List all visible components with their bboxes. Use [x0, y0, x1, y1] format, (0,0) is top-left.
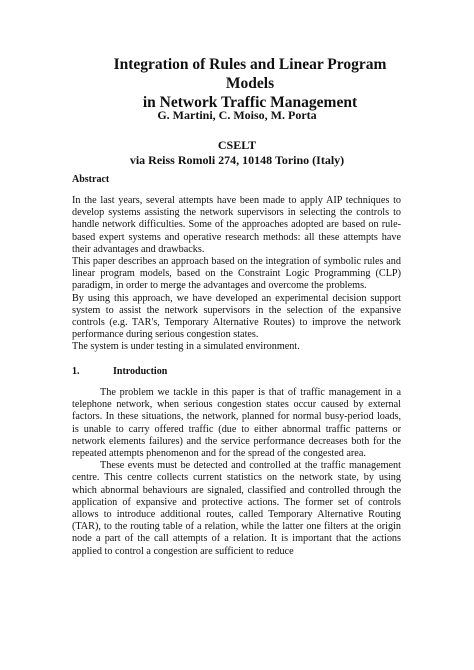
body-paragraph: The problem we tackle in this paper is that of traffic management in a telephone network, when serious congestion states occur caused by external factors. In these situations, the network, planned for normal busy-period loads, is unable to carry offered traffic (due to either abnormal traffic patterns or network elements failures) and the service performance decreases both for the repeated attempts phenomenon and for the spread of the congested area. — [72, 387, 401, 460]
paper-title — [90, 55, 410, 112]
affiliation-name: CSELT — [217, 138, 257, 152]
section-title: Introduction — [113, 366, 168, 377]
section-heading — [72, 366, 167, 377]
title-line-2: in Network Traffic Management — [142, 94, 358, 111]
abstract-heading: Abstract — [72, 174, 110, 185]
abstract-paragraph: By using this approach, we have developed an experimental decision support system to assist the network supervisors in the selection of the expansive controls (e.g. TAR's, Temporary Alternative Routes) to improve the network performance during serious congestion states. — [72, 292, 401, 341]
abstract-paragraph: The system is under testing in a simulated environment. — [72, 341, 300, 353]
abstract-paragraph: This paper describes an approach based on the integration of symbolic rules and linear program models, based on the Constraint Logic Programming (CLP) paradigm, in order to merge the advantages and overcome the problems. — [72, 256, 401, 292]
abstract-paragraph: In the last years, several attempts have been made to apply AIP techniques to develop systems assisting the network supervisors in selecting the controls to handle network difficulties. Some of the approaches adopted are based on rule-based expert systems and operative research methods: all these attempts have their advantages and drawbacks. — [72, 195, 401, 255]
authors: G. Martini, C. Moiso, M. Porta — [157, 108, 317, 122]
abstract-body — [72, 195, 401, 354]
title-line-1: Integration of Rules and Linear Program Models — [113, 56, 387, 92]
introduction-body — [72, 387, 401, 558]
body-paragraph: These events must be detected and controlled at the traffic management centre. This centre collects current statistics on the network state, by using which abnormal behaviours are signaled, classified and controlled through the application of expansive and protective actions. The former set of controls allows to introduce additional routes, called Temporary Alternative Routing (TAR), to the routing table of a relation, while the latter one filters at the origin node a part of the call attempts of a relation. It is important that the actions applied to control a congestion are sufficient to reduce — [72, 460, 401, 557]
affiliation-address: via Reiss Romoli 274, 10148 Torino (Italy) — [129, 153, 345, 167]
affiliation — [0, 138, 474, 168]
section-number: 1. — [72, 366, 80, 377]
